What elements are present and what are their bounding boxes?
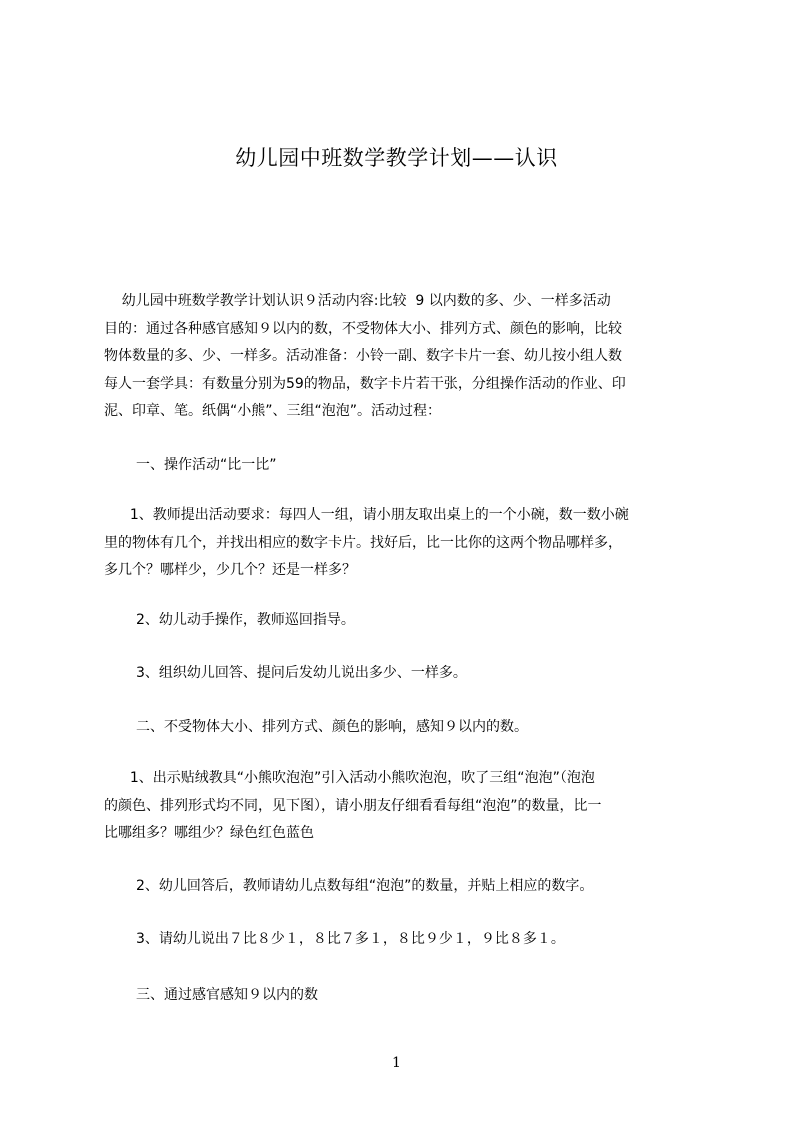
intro-line: 泥、印章、笔。纸偶“小熊”、三组“泡泡”。活动过程：: [104, 403, 442, 419]
paragraph-line: 多几个？哪样少，少几个？还是一样多？: [104, 562, 356, 578]
intro-line: 每人一套学具：有数量分别为59的物品，数字卡片若干张，分组操作活动的作业、印: [104, 375, 626, 392]
section-heading-1: 一、操作活动“比一比”: [136, 457, 277, 473]
section1-item3: 3、组织幼儿回答、提问后发幼儿说出多少、一样多。: [136, 665, 467, 681]
section1-item2: 2、幼儿动手操作，教师巡回指导。: [136, 612, 355, 628]
section-heading-2: 二、不受物体大小、排列方式、颜色的影响，感知９以内的数。: [136, 719, 528, 735]
paragraph-line: 的颜色、排列形式均不同，见下图），请小朋友仔细看看每组“泡泡”的数量，比一: [104, 797, 602, 814]
paragraph-line: 1、教师提出活动要求：每四人一组，请小朋友取出桌上的一个小碗，数一数小碗: [121, 507, 629, 523]
section2-item3: 3、请幼儿说出７比８少１，８比７多１，８比９少１，９比８多１。: [136, 931, 565, 947]
intro-line: 物体数量的多、少、一样多。活动准备：小铃一副、数字卡片一套、幼儿按小组人数: [104, 348, 622, 364]
paragraph-line: 里的物体有几个，并找出相应的数字卡片。找好后，比一比你的这两个物品哪样多，: [104, 534, 622, 551]
intro-line: 目的：通过各种感官感知９以内的数，不受物体大小、排列方式、颜色的影响，比较: [104, 320, 622, 337]
page-number: 1: [392, 1055, 401, 1071]
section-heading-3: 三、通过感官感知９以内的数: [136, 987, 318, 1003]
intro-line: 幼儿园中班数学教学计划认识９活动内容:比较 9 以内数的多、少、一样多活动: [104, 293, 611, 309]
section1-item1: [104, 502, 708, 585]
paragraph-line: 1、出示贴绒教具“小熊吹泡泡”引入活动小熊吹泡泡，吹了三组“泡泡”（泡泡: [121, 770, 595, 786]
document-title: 幼儿园中班数学教学计划——认识: [235, 146, 558, 170]
section2-item1: [104, 765, 708, 848]
paragraph-line: 比哪组多？哪组少？绿色红色蓝色: [104, 825, 314, 841]
intro-paragraph: [104, 288, 704, 426]
section2-item2: 2、幼儿回答后，教师请幼儿点数每组“泡泡”的数量，并贴上相应的数字。: [136, 878, 594, 894]
